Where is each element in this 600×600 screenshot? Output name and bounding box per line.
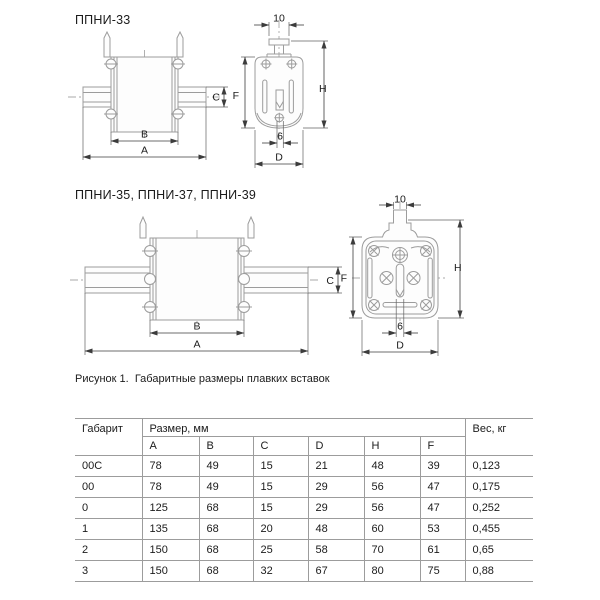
ppni35-side-view bbox=[70, 217, 320, 328]
cell-f: 47 bbox=[420, 498, 465, 519]
cell-b: 68 bbox=[199, 540, 253, 561]
cell-gabarit: 0 bbox=[75, 498, 142, 519]
cell-f: 75 bbox=[420, 561, 465, 582]
dim-label-10: 10 bbox=[394, 195, 406, 206]
col-header-h: H bbox=[364, 437, 420, 456]
cell-c: 15 bbox=[253, 498, 308, 519]
figure-caption: Рисунок 1. Габаритные размеры плавких вставок bbox=[75, 373, 330, 385]
cell-h: 56 bbox=[364, 477, 420, 498]
cell-h: 48 bbox=[364, 456, 420, 477]
dimensions-table bbox=[75, 418, 533, 582]
cell-a: 78 bbox=[142, 477, 199, 498]
cell-d: 58 bbox=[308, 540, 364, 561]
figure2-title: ППНИ-35, ППНИ-37, ППНИ-39 bbox=[75, 188, 257, 202]
cell-d: 48 bbox=[308, 519, 364, 540]
cell-f: 47 bbox=[420, 477, 465, 498]
cell-d: 21 bbox=[308, 456, 364, 477]
table-row bbox=[75, 456, 533, 477]
cell-weight: 0,175 bbox=[465, 477, 533, 498]
ppni35-front-view bbox=[352, 201, 448, 330]
cell-a: 150 bbox=[142, 561, 199, 582]
cell-gabarit: 1 bbox=[75, 519, 142, 540]
cell-h: 80 bbox=[364, 561, 420, 582]
dim-label-10: 10 bbox=[273, 12, 285, 25]
table-row bbox=[75, 498, 533, 519]
table-row bbox=[75, 519, 533, 540]
ppni33-drawing bbox=[58, 8, 350, 180]
col-header-b: B bbox=[199, 437, 253, 456]
dim-label-6: 6 bbox=[397, 320, 403, 333]
cell-gabarit: 3 bbox=[75, 561, 142, 582]
cell-b: 68 bbox=[199, 561, 253, 582]
cell-c: 15 bbox=[253, 477, 308, 498]
cell-c: 20 bbox=[253, 519, 308, 540]
cell-gabarit: 2 bbox=[75, 540, 142, 561]
dim-label-a: A bbox=[140, 144, 149, 157]
cell-weight: 0,88 bbox=[465, 561, 533, 582]
cell-d: 67 bbox=[308, 561, 364, 582]
col-header-d: D bbox=[308, 437, 364, 456]
cell-c: 15 bbox=[253, 456, 308, 477]
cell-weight: 0,252 bbox=[465, 498, 533, 519]
dim-label-6: 6 bbox=[277, 130, 283, 143]
col-header-weight: Вес, кг bbox=[465, 419, 533, 456]
cell-f: 61 bbox=[420, 540, 465, 561]
cell-h: 70 bbox=[364, 540, 420, 561]
dim-label-f: F bbox=[340, 272, 347, 285]
cell-weight: 0,65 bbox=[465, 540, 533, 561]
cell-h: 56 bbox=[364, 498, 420, 519]
table-row bbox=[75, 561, 533, 582]
cell-gabarit: 00 bbox=[75, 477, 142, 498]
cell-weight: 0,455 bbox=[465, 519, 533, 540]
cell-d: 29 bbox=[308, 498, 364, 519]
cell-c: 32 bbox=[253, 561, 308, 582]
cell-f: 39 bbox=[420, 456, 465, 477]
ppni33-front-view bbox=[255, 20, 303, 140]
dim-label-h: H bbox=[454, 262, 462, 274]
cell-gabarit: 00C bbox=[75, 456, 142, 477]
cell-b: 68 bbox=[199, 498, 253, 519]
col-header-gabarit: Габарит bbox=[75, 419, 142, 456]
table-row bbox=[75, 540, 533, 561]
cell-h: 60 bbox=[364, 519, 420, 540]
dim-label-c: C bbox=[212, 91, 220, 104]
ppni35-drawing bbox=[58, 195, 470, 373]
dim-label-b: B bbox=[193, 320, 201, 333]
col-group-size: Размер, мм bbox=[142, 419, 465, 437]
dim-label-f: F bbox=[232, 90, 239, 102]
dim-label-d: D bbox=[275, 151, 283, 164]
cell-f: 53 bbox=[420, 519, 465, 540]
col-header-f: F bbox=[420, 437, 465, 456]
figure1-title: ППНИ-33 bbox=[75, 13, 131, 27]
cell-c: 25 bbox=[253, 540, 308, 561]
cell-a: 78 bbox=[142, 456, 199, 477]
cell-b: 49 bbox=[199, 477, 253, 498]
table-row bbox=[75, 477, 533, 498]
cell-b: 68 bbox=[199, 519, 253, 540]
cell-b: 49 bbox=[199, 456, 253, 477]
dim-label-a: A bbox=[193, 338, 201, 351]
col-header-a: A bbox=[142, 437, 199, 456]
cell-a: 125 bbox=[142, 498, 199, 519]
cell-weight: 0,123 bbox=[465, 456, 533, 477]
ppni33-side-view bbox=[68, 32, 221, 138]
cell-a: 150 bbox=[142, 540, 199, 561]
dim-label-c: C bbox=[326, 275, 334, 287]
cell-a: 135 bbox=[142, 519, 199, 540]
col-header-c: C bbox=[253, 437, 308, 456]
dim-label-h: H bbox=[319, 83, 327, 95]
dim-label-b: B bbox=[140, 128, 149, 141]
cell-d: 29 bbox=[308, 477, 364, 498]
dim-label-d: D bbox=[396, 339, 404, 352]
